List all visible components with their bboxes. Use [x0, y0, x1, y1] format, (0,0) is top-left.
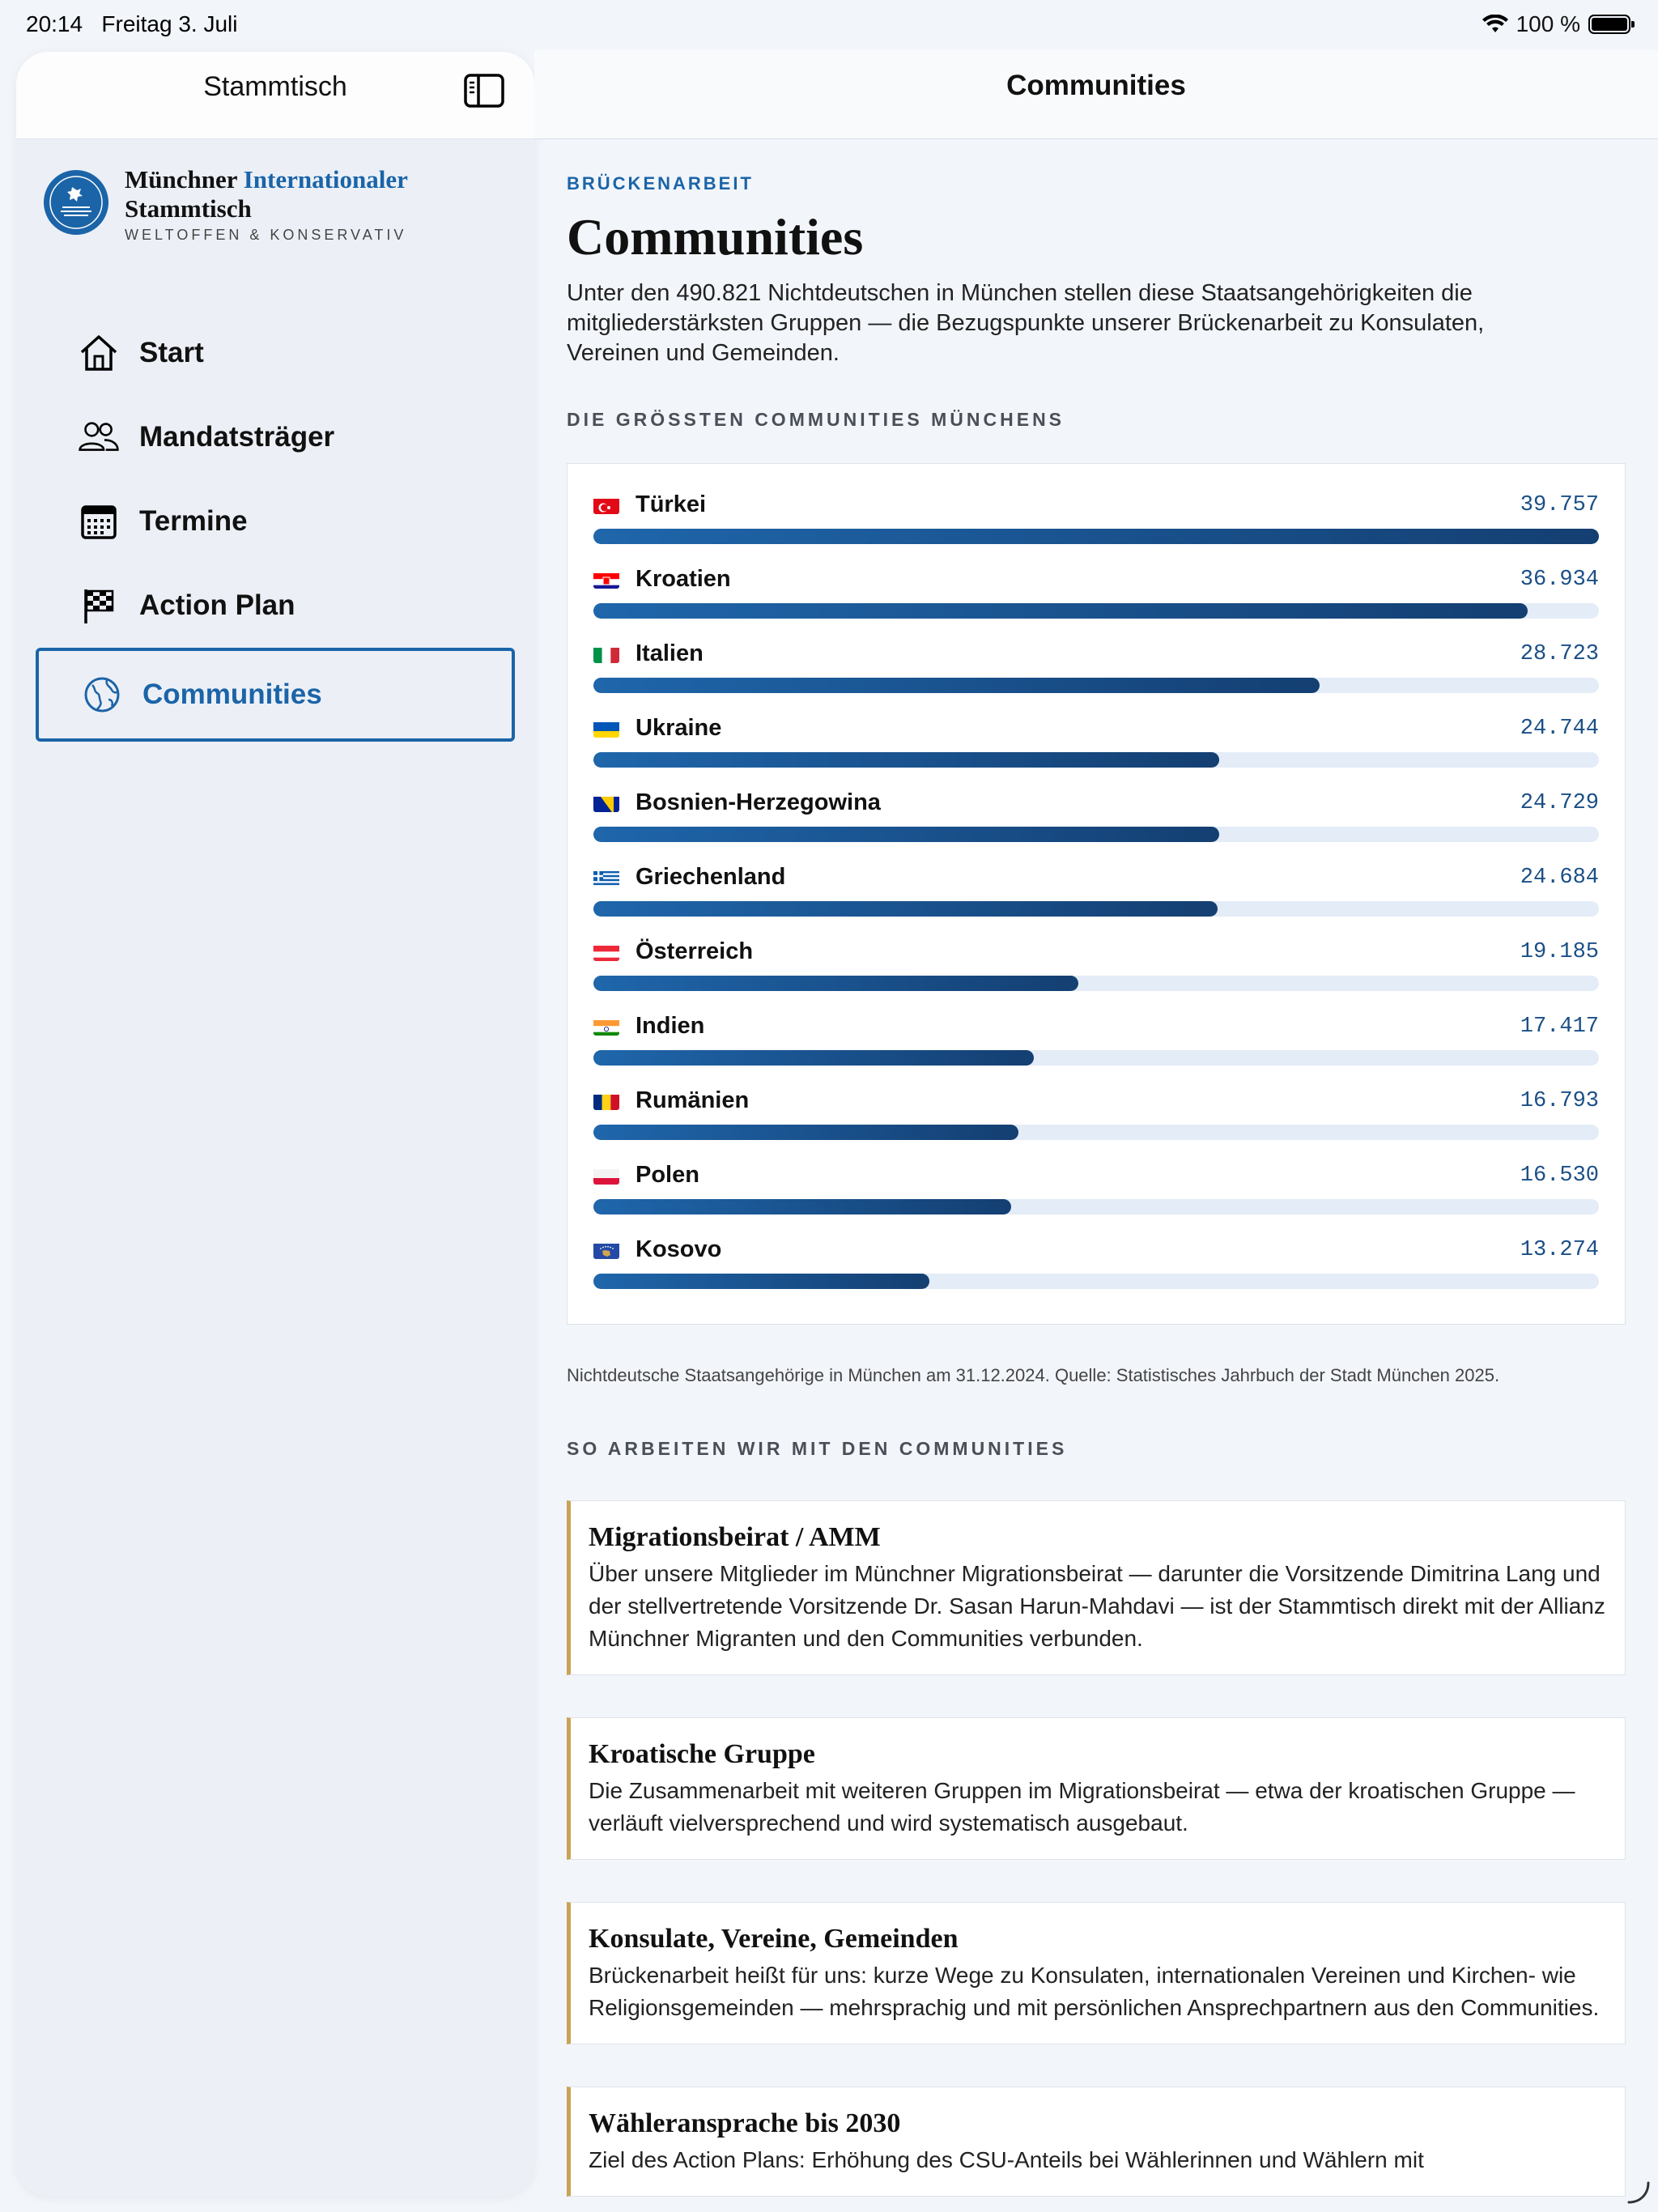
bar-row [593, 934, 1599, 1008]
bar-fill [593, 1199, 1011, 1214]
sidebar-item-start[interactable] [36, 311, 515, 395]
info-card [567, 1500, 1626, 1675]
info-card [567, 1717, 1626, 1860]
ukraine-flag-icon [593, 720, 619, 738]
status-bar [0, 0, 1658, 50]
page-title: Communities [567, 208, 864, 266]
bar-row [593, 1008, 1599, 1083]
country-name: Türkei [636, 491, 707, 517]
bar-label [593, 1013, 704, 1040]
bar-track [593, 901, 1599, 917]
bar-label [593, 864, 785, 891]
info-card-text: Ziel des Action Plans: Erhöhung des CSU-Anteils bei Wählerinnen und Wählern mit [589, 2147, 1424, 2172]
sidebar-nav [36, 311, 515, 742]
bar-fill [593, 678, 1320, 693]
bar-value: 39.757 [1520, 493, 1599, 517]
bar-fill [593, 901, 1218, 917]
bar-value: 28.723 [1520, 642, 1599, 666]
brand-tagline: WELTOFFEN & KONSERVATIV [125, 227, 407, 243]
info-card-text: Brückenarbeit heißt für uns: kurze Wege zu Konsulaten, internationalen Vereinen und Kirchen- wie Religionsgemeinden — mehrsprachig und mit persönlichen Ansprechpartnern aus den Communities. [589, 1963, 1600, 2020]
country-name: Bosnien-Herzegowina [636, 789, 881, 815]
sidebar-item-label: Action Plan [139, 589, 295, 621]
bar-track [593, 1199, 1599, 1214]
country-name: Rumänien [636, 1087, 750, 1113]
bar-value: 24.684 [1520, 866, 1599, 890]
bar-track [593, 1274, 1599, 1289]
chart-source: Nichtdeutsche Staatsangehörige in München am 31.12.2024. Quelle: Statistisches Jahrbuch der Stadt München 2025. [567, 1365, 1500, 1385]
bar-track [593, 752, 1599, 768]
bar-fill [593, 827, 1219, 842]
bar-value: 16.793 [1520, 1089, 1599, 1113]
bar-fill [593, 529, 1599, 544]
bar-row [593, 710, 1599, 785]
kosovo-flag-icon [593, 1241, 619, 1259]
status-time: 20:14 Freitag 3. Juli [26, 11, 238, 36]
bar-label [593, 640, 704, 667]
bar-track [593, 1050, 1599, 1066]
status-indicators [1482, 11, 1630, 37]
bar-row [593, 487, 1599, 561]
country-name: Österreich [636, 938, 754, 964]
bar-label [593, 1236, 721, 1263]
brand-name-first: Münchner [125, 165, 237, 194]
bosnia-flag-icon [593, 794, 619, 812]
main-header [534, 50, 1658, 139]
brand[interactable] [44, 165, 408, 244]
intro-text: Unter den 490.821 Nichtdeutschen in München stellen diese Staatsangehörigkeiten die mitgliederstärksten Gruppen — die Bezugspunkte unserer Brückenarbeit zu Konsulaten, Vereinen und Gemeinden. [567, 280, 1485, 366]
communities-chart [567, 463, 1626, 1325]
bar-value: 24.729 [1520, 791, 1599, 815]
sidebar-item-action-plan[interactable] [36, 564, 515, 648]
info-card-title: Konsulate, Vereine, Gemeinden [589, 1924, 959, 1954]
bar-label [593, 566, 731, 593]
bar-value: 13.274 [1520, 1238, 1599, 1262]
bar-fill [593, 603, 1528, 619]
sidebar-item-communities[interactable] [36, 648, 515, 742]
info-card-text: Über unsere Mitglieder im Münchner Migrationsbeirat — darunter die Vorsitzende Dimitrina Lang und der stellvertretende Vorsitzende Dr. Sasan Harun-Mahdavi — ist der Stammtisch direkt mit der Allianz Münchner Migranten und den Communities verbunden. [589, 1561, 1605, 1651]
bar-track [593, 603, 1599, 619]
turkey-flag-icon [593, 496, 619, 514]
brand-logo [44, 170, 108, 235]
bar-value: 17.417 [1520, 1015, 1599, 1039]
bar-fill [593, 1050, 1034, 1066]
italy-flag-icon [593, 645, 619, 663]
bar-track [593, 1125, 1599, 1140]
country-name: Ukraine [636, 715, 722, 741]
sidebar-item-label: Communities [142, 678, 322, 710]
bar-row [593, 1157, 1599, 1231]
country-name: Italien [636, 640, 704, 666]
bar-row [593, 1231, 1599, 1306]
sidebar-header [16, 52, 534, 139]
sidebar-item-mandatstraeger[interactable] [36, 395, 515, 479]
bar-value: 36.934 [1520, 568, 1599, 592]
bar-track [593, 976, 1599, 991]
country-name: Indien [636, 1013, 705, 1039]
sidebar [16, 52, 534, 2196]
bar-fill [593, 1274, 929, 1289]
chart-heading: DIE GRÖSSTEN COMMUNITIES MÜNCHENS [567, 409, 1065, 430]
greece-flag-icon [593, 869, 619, 887]
bar-row [593, 859, 1599, 934]
header-title: Communities [1006, 70, 1186, 101]
bar-track [593, 529, 1599, 544]
austria-flag-icon [593, 943, 619, 961]
sidebar-item-label: Start [139, 337, 204, 368]
info-card-text: Die Zusammenarbeit mit weiteren Gruppen im Migrationsbeirat — etwa der kroatischen Gruppe — verläuft vielversprechend und wird systematisch ausgebaut. [589, 1778, 1575, 1836]
bar-fill [593, 976, 1078, 991]
bar-row [593, 636, 1599, 710]
country-name: Kroatien [636, 566, 731, 592]
sidebar-item-termine[interactable] [36, 479, 515, 564]
info-card-title: Migrationsbeirat / AMM [589, 1522, 881, 1552]
croatia-flag-icon [593, 571, 619, 589]
battery-icon [1588, 15, 1630, 34]
bar-label [593, 715, 721, 742]
people-icon [78, 416, 120, 458]
poland-flag-icon [593, 1167, 619, 1185]
india-flag-icon [593, 1018, 619, 1036]
brand-name-second: Stammtisch [125, 194, 252, 223]
bar-label [593, 938, 753, 965]
bar-row [593, 561, 1599, 636]
globe-icon [81, 674, 123, 716]
bar-label [593, 789, 881, 816]
info-card [567, 2087, 1626, 2197]
approach-heading: SO ARBEITEN WIR MIT DEN COMMUNITIES [567, 1438, 1068, 1459]
country-name: Polen [636, 1162, 699, 1188]
sidebar-item-label: Mandatsträger [139, 421, 335, 453]
bar-value: 16.530 [1520, 1163, 1599, 1188]
house-icon [78, 332, 120, 374]
bar-fill [593, 752, 1219, 768]
bar-track [593, 827, 1599, 842]
bar-row [593, 1083, 1599, 1157]
checkered-flag-icon [78, 585, 120, 627]
battery-percent: 100 % [1516, 11, 1580, 36]
eyebrow: BRÜCKENARBEIT [567, 173, 754, 194]
sidebar-item-label: Termine [139, 505, 248, 537]
bar-value: 24.744 [1520, 717, 1599, 741]
resize-handle-icon[interactable] [1624, 2178, 1653, 2207]
bar-value: 19.185 [1520, 940, 1599, 964]
calendar-icon [78, 500, 120, 542]
info-card-title: Kroatische Gruppe [589, 1739, 815, 1769]
info-card-title: Wähleransprache bis 2030 [589, 2108, 901, 2138]
sidebar-title: Stammtisch [203, 71, 347, 102]
main-content [567, 139, 1626, 2197]
info-card [567, 1902, 1626, 2044]
bar-fill [593, 1125, 1018, 1140]
bar-track [593, 678, 1599, 693]
wifi-icon [1482, 15, 1508, 34]
country-name: Griechenland [636, 864, 786, 890]
bar-label [593, 491, 706, 518]
romania-flag-icon [593, 1092, 619, 1110]
sidebar-toggle-icon[interactable] [463, 73, 505, 108]
bar-label [593, 1087, 749, 1114]
bar-row [593, 785, 1599, 859]
bar-label [593, 1162, 699, 1189]
brand-name-accent: Internationaler [243, 165, 408, 194]
country-name: Kosovo [636, 1236, 722, 1262]
